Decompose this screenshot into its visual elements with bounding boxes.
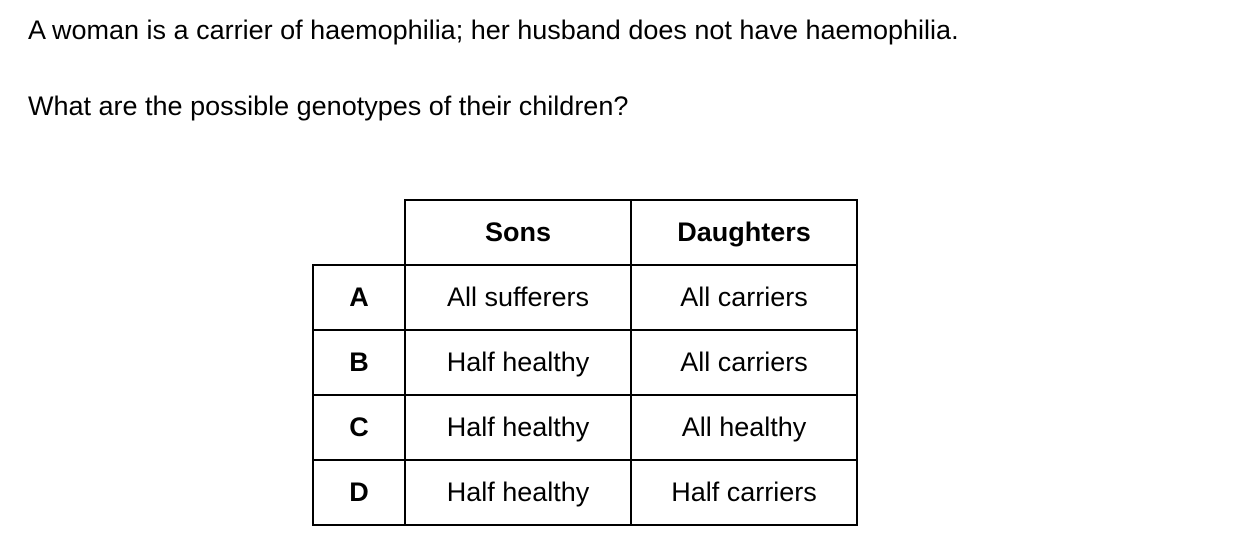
option-sons: Half healthy (405, 395, 631, 460)
table-row (313, 395, 857, 460)
option-daughters: All carriers (631, 330, 857, 395)
table-row (313, 265, 857, 330)
option-sons: All sufferers (405, 265, 631, 330)
option-sons: Half healthy (405, 460, 631, 525)
option-letter: A (313, 265, 405, 330)
option-daughters: All carriers (631, 265, 857, 330)
option-letter: B (313, 330, 405, 395)
table-row (313, 330, 857, 395)
option-letter: C (313, 395, 405, 460)
option-letter: D (313, 460, 405, 525)
table-header-row (313, 200, 857, 265)
option-sons: Half healthy (405, 330, 631, 395)
option-daughters: Half carriers (631, 460, 857, 525)
question-prompt: What are the possible genotypes of their children? (28, 91, 629, 121)
answer-options-table (312, 199, 858, 526)
header-sons: Sons (405, 200, 631, 265)
option-daughters: All healthy (631, 395, 857, 460)
table-row (313, 460, 857, 525)
question-stem: A woman is a carrier of haemophilia; her husband does not have haemophilia. (28, 15, 959, 45)
table-corner-cell (313, 200, 405, 265)
header-daughters: Daughters (631, 200, 857, 265)
